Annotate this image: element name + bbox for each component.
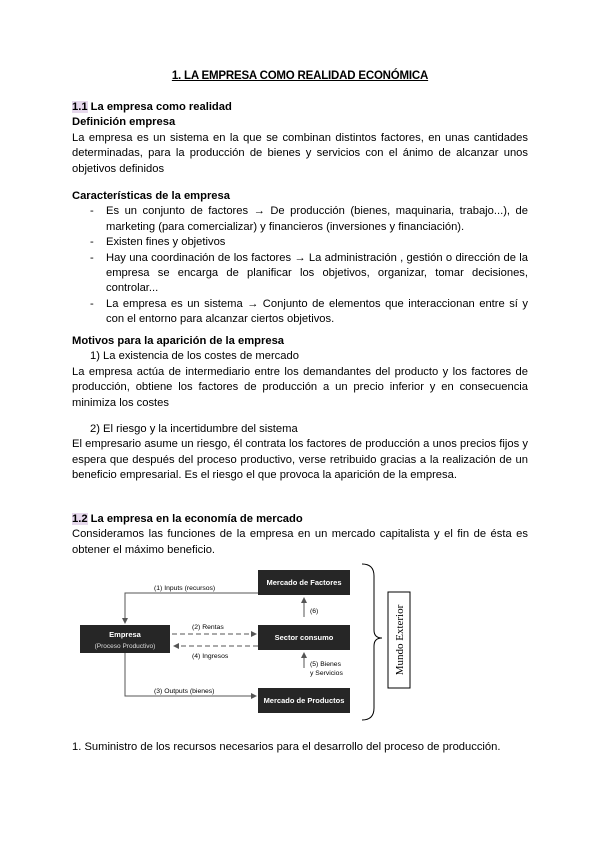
empresa-box-label: Empresa [109,630,141,639]
list-item: - Existen fines y objetivos [72,235,528,250]
section-1-2-heading [72,512,528,527]
motivo-1-text: La empresa actúa de intermediario entre los demandantes del producto y los factores de producción, obtiene los factores de producción a un precio inferior y en consecuencia minimiza los costes [72,365,528,409]
section-1-2 [72,512,528,558]
diagram-svg [72,562,528,722]
mundo-bracket [362,564,382,720]
section-1-2-intro: Consideramos las funciones de la empresa en un mercado capitalista y el fin de ésta es obtener el máximo beneficio. [72,528,528,556]
section-1-1-title: La empresa como realidad [90,101,232,113]
point-1: 1. Suministro de los recursos necesarios para el desarrollo del proceso de producción. [72,741,501,753]
inputs-label: (1) Inputs (recursos) [154,585,216,592]
definition-heading: Definición empresa [72,116,176,129]
empresa-box-sublabel: (Proceso Productivo) [94,643,156,650]
outputs-label: (3) Outputs (bienes) [154,688,215,695]
section-1-2-number: 1.2 [72,513,88,525]
ingresos-label: (4) Ingresos [192,653,229,660]
inputs-arrow [125,593,258,623]
section-1-1-number: 1.1 [72,101,88,113]
consumo-box-label: Sector consumo [274,633,334,642]
section-1-1-heading [72,100,528,115]
characteristics-heading: Características de la empresa [72,190,230,202]
rentas-label: (2) Rentas [192,624,224,631]
list-item: - La empresa es un sistema → Conjunto de elementos que interaccionan entre sí y con el entorno para alcanzar ciertos objetivos. [72,297,528,328]
factores-box-label: Mercado de Factores [266,578,342,587]
motivo-1-title: 1) La existencia de los costes de mercado [90,350,299,363]
list-item: - Es un conjunto de factores → De producción (bienes, maquinaria, trabajo...), de marketing (para comercializar) y financieros (inversiones y financiación). [72,204,528,235]
productos-box-label: Mercado de Productos [263,696,345,705]
definition-text: La empresa es un sistema en la que se combinan distintos factores, en unas cantidades determinadas, para la producción de bienes y servicios con el ánimo de alcanzar unos objetivos definidos [72,131,528,175]
page-title: 1. LA EMPRESA COMO REALIDAD ECONÓMICA [171,70,429,82]
motivos-heading: Motivos para la aparición de la empresa [72,335,285,347]
section-1-1 [72,100,528,177]
motivos-block [72,334,528,411]
mundo-exterior-label: Mundo Exterior [394,604,406,676]
label-5a: (5) Bienes [310,661,341,668]
characteristics-list [72,204,528,327]
section-1-2-title: La empresa en la economía de mercado [90,513,303,525]
motivo-2-text: El empresario asume un riesgo, él contrata los factores de producción a unos precios fijos y espera que después del proceso productivo, verse retribuido gracias a la realización de un beneficio empresarial. Es el riesgo el que provoca la aparición de la empresa. [72,438,528,482]
label-5b: y Servicios [310,670,343,677]
motivo-2-title: 2) El riesgo y la incertidumbre del sistema [90,423,298,435]
characteristics-block [72,189,528,328]
label-6: (6) [310,608,319,615]
market-flow-diagram [72,562,528,722]
motivo-2-block [72,422,528,484]
list-item: - Hay una coordinación de los factores → La administración , gestión o dirección de la empresa se encarga de planificar los objetivos, organizar, tomar decisiones, controlar... [72,251,528,297]
